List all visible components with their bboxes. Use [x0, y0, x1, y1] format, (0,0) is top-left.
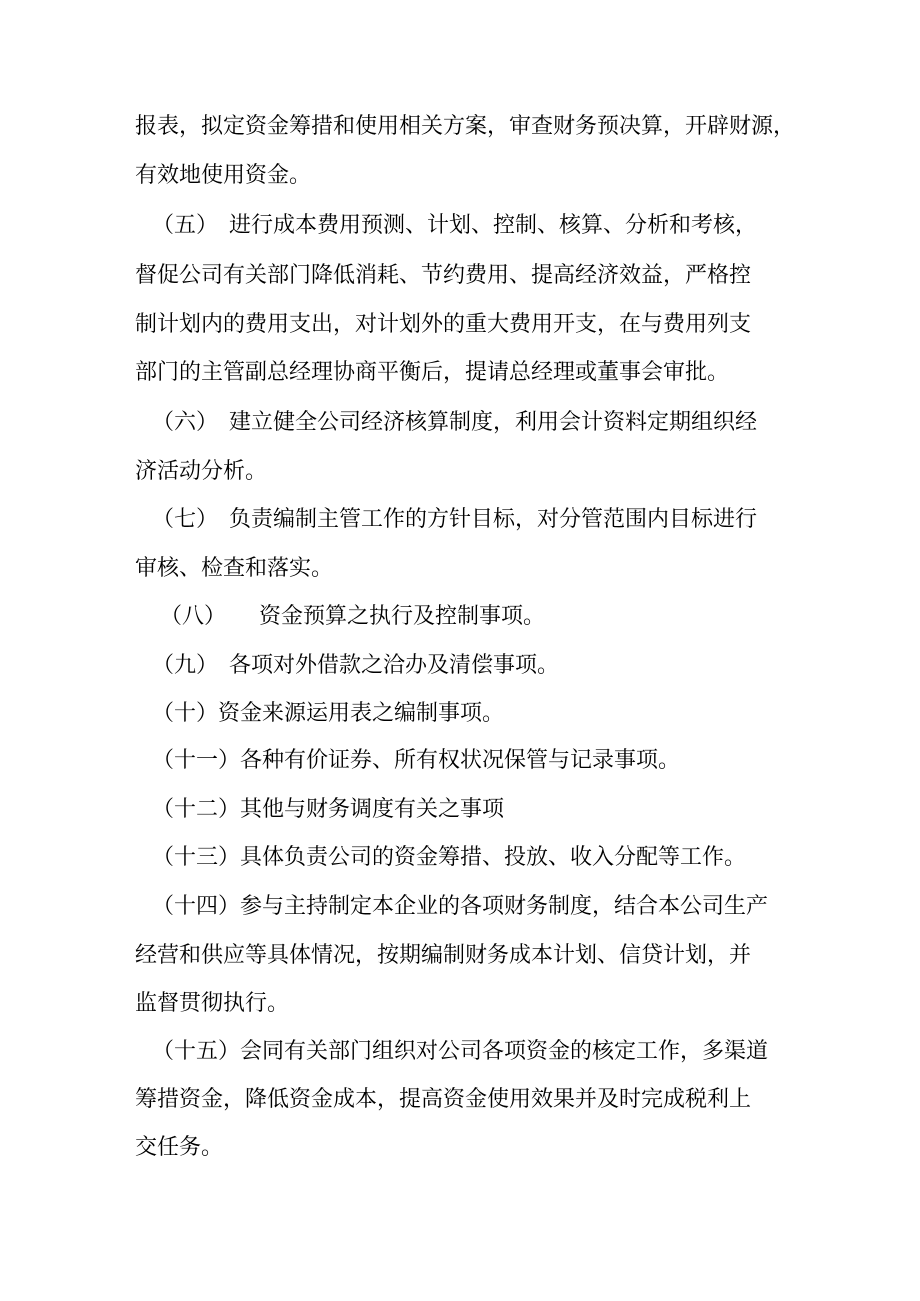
paragraph-10-line: （十）资金来源运用表之编制事项。 [152, 701, 505, 726]
text-line: 督促公司有关部门降低消耗、节约费用、提高经济效益，严格控 [135, 263, 752, 288]
text-line: 监督贯彻执行。 [135, 991, 290, 1016]
paragraph-9-line: （九） 各项对外借款之洽办及清偿事项。 [152, 653, 560, 678]
text-line: 筹措资金，降低资金成本，提高资金使用效果并及时完成税利上 [135, 1087, 752, 1112]
paragraph-5-first-line: （五） 进行成本费用预测、计划、控制、核算、分析和考核， [152, 213, 758, 238]
text-line: 交任务。 [135, 1135, 224, 1160]
text-line: 审核、检查和落实。 [135, 556, 334, 581]
text-line: 制计划内的费用支出，对计划外的重大费用开支，在与费用列支 [135, 312, 752, 337]
paragraph-15-first-line: （十五）会同有关部门组织对公司各项资金的核定工作，多渠道 [152, 1039, 769, 1064]
paragraph-11-line: （十一）各种有价证券、所有权状况保管与记录事项。 [152, 748, 681, 773]
paragraph-8-line: （八） 资金预算之执行及控制事项。 [160, 604, 546, 629]
text-line: 济活动分析。 [135, 459, 268, 484]
text-line: 报表，拟定资金筹措和使用相关方案，审查财务预决算，开辟财源， [135, 114, 796, 139]
text-line: 有效地使用资金。 [135, 163, 312, 188]
paragraph-14-first-line: （十四）参与主持制定本企业的各项财务制度，结合本公司生产 [152, 894, 769, 919]
text-line: 经营和供应等具体情况，按期编制财务成本计划、信贷计划，并 [135, 943, 752, 968]
paragraph-13-line: （十三）具体负责公司的资金筹措、投放、收入分配等工作。 [152, 845, 747, 870]
paragraph-6-first-line: （六） 建立健全公司经济核算制度，利用会计资料定期组织经 [152, 410, 758, 435]
paragraph-7-first-line: （七） 负责编制主管工作的方针目标，对分管范围内目标进行 [152, 507, 758, 532]
text-line: 部门的主管副总经理协商平衡后，提请总经理或董事会审批。 [135, 360, 730, 385]
paragraph-12-line: （十二）其他与财务调度有关之事项 [152, 797, 505, 822]
